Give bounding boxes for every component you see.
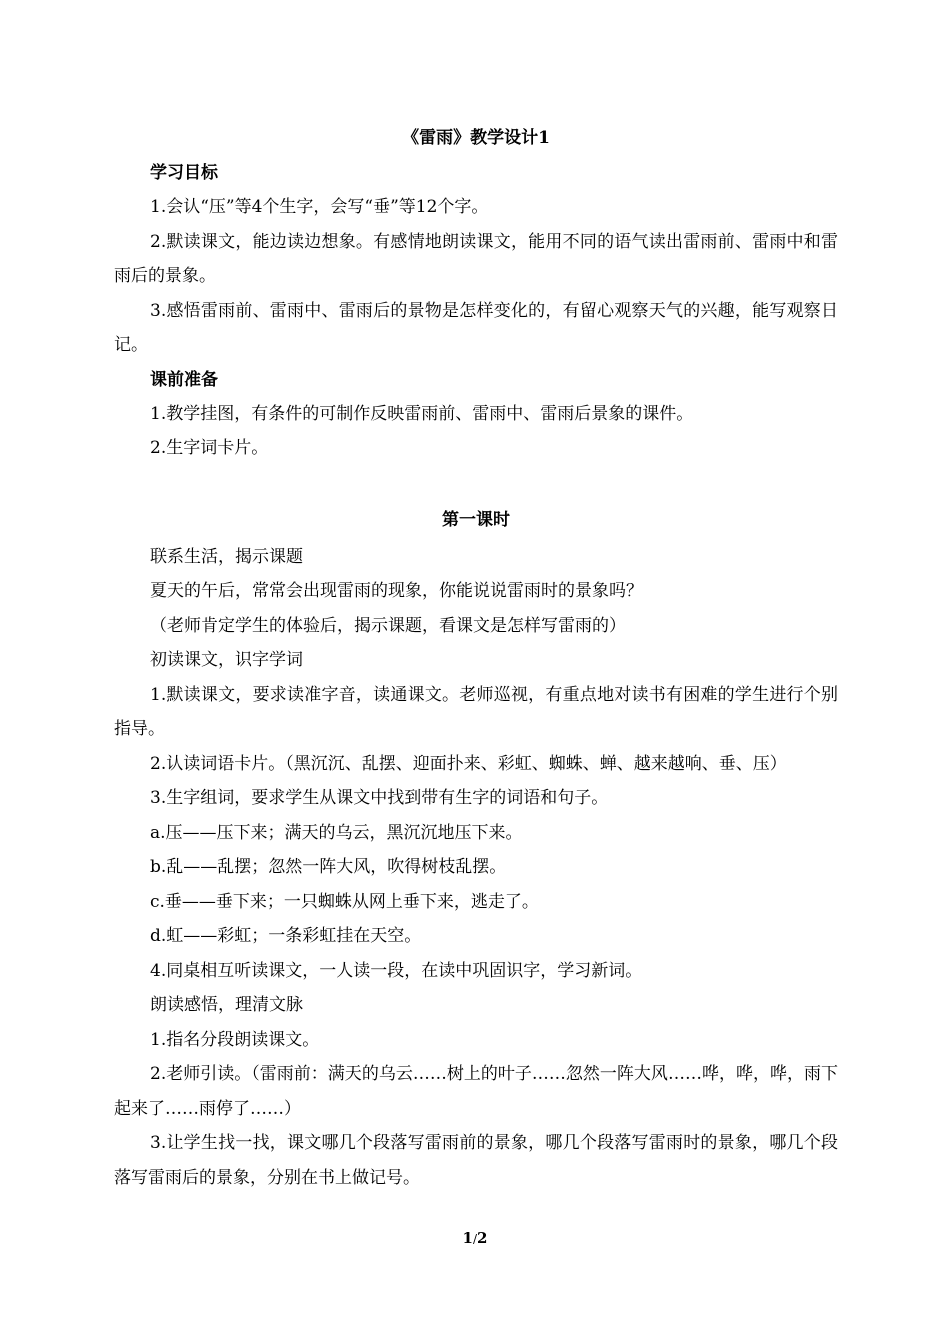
page-number: [0, 1226, 950, 1251]
section-heading-objectives: 学习目标: [150, 163, 218, 183]
lesson-line: （老师肯定学生的体验后，揭示课题，看课文是怎样写雷雨的）: [150, 615, 626, 636]
objective-item: 2.默读课文，能边读边想象。有感情地朗读课文，能用不同的语气读出雷雨前、雷雨中和雷雨后的景象。: [114, 231, 838, 286]
lesson-line: 2.老师引读。（雷雨前：满天的乌云……树上的叶子……忽然一阵大风……哗，哗，哗，雨下起来了……雨停了……）: [114, 1064, 838, 1119]
document-title: 《雷雨》教学设计1: [402, 128, 550, 148]
lesson-line: 3.让学生找一找，课文哪几个段落写雷雨前的景象，哪几个段落写雷雨时的景象，哪几个段落写雷雨后的景象，分别在书上做记号。: [114, 1133, 838, 1188]
lesson-line: 1.默读课文，要求读准字音，读通课文。老师巡视，有重点地对读书有困难的学生进行个别指导。: [114, 684, 838, 739]
preparation-item: 2.生字词卡片。: [150, 438, 269, 458]
section-heading-preparation: 课前准备: [150, 369, 218, 390]
objective-item: 1.会认“压”等4个生字，会写“垂”等12个字。: [150, 197, 489, 217]
section-spacer: [114, 466, 838, 500]
lesson-line: 4.同桌相互听读课文，一人读一段，在读中巩固识字，学习新词。: [150, 960, 643, 981]
lesson-line: b.乱——乱摆；忽然一阵大风，吹得树枝乱摆。: [150, 857, 507, 877]
lesson-line: d.虹——彩虹；一条彩虹挂在天空。: [150, 926, 422, 946]
lesson-line: c.垂——垂下来；一只蜘蛛从网上垂下来，逃走了。: [150, 891, 539, 912]
lesson-line: 初读课文，识字学词: [150, 650, 303, 670]
lesson-line: 夏天的午后，常常会出现雷雨的现象，你能说说雷雨时的景象吗？: [150, 581, 643, 601]
objective-item: 3.感悟雷雨前、雷雨中、雷雨后的景物是怎样变化的，有留心观察天气的兴趣，能写观察日记。: [114, 300, 838, 355]
page-separator: /: [472, 1232, 478, 1246]
lesson-line: 朗读感悟，理清文脉: [150, 995, 303, 1015]
lesson-line: a.压——压下来；满天的乌云，黑沉沉地压下来。: [150, 822, 523, 843]
lesson-title: 第一课时: [442, 509, 510, 530]
page-current: 1: [462, 1229, 473, 1247]
lesson-line: 3.生字组词，要求学生从课文中找到带有生字的词语和句子。: [150, 788, 609, 808]
lesson-line: 1.指名分段朗读课文。: [150, 1029, 320, 1050]
lesson-line: 2.认读词语卡片。（黑沉沉、乱摆、迎面扑来、彩虹、蜘蛛、蝉、越来越响、垂、压）: [150, 753, 787, 774]
page-total: 2: [477, 1229, 488, 1247]
preparation-item: 1.教学挂图，有条件的可制作反映雷雨前、雷雨中、雷雨后景象的课件。: [150, 403, 694, 424]
lesson-line: 联系生活，揭示课题: [150, 546, 303, 567]
document-page: [114, 120, 838, 1195]
